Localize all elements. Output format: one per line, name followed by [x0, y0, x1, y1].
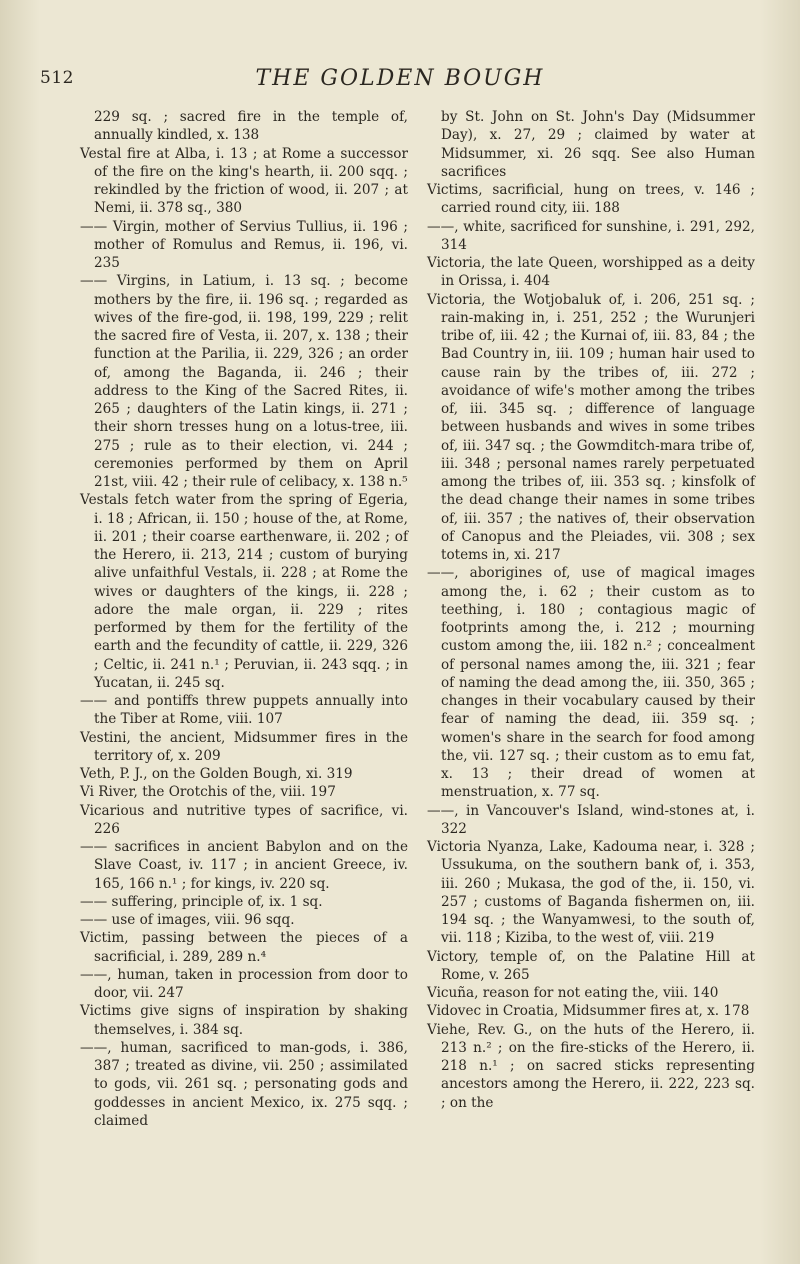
index-entry: Vestini, the ancient, Midsummer fires in the territory of, x. 209	[80, 729, 408, 764]
index-entry: Victory, temple of, on the Palatine Hill at Rome, v. 265	[427, 948, 755, 983]
right-column	[427, 108, 755, 1248]
index-entry: Victoria, the late Queen, worshipped as a deity in Orissa, i. 404	[427, 255, 755, 290]
index-entry: —— Virgin, mother of Servius Tullius, ii. 196 ; mother of Romulus and Remus, ii. 196, vi. 235	[80, 218, 408, 271]
index-entry: ——, aborigines of, use of magical images among the, i. 62 ; their custom as to teething, i. 180 ; contagious magic of footprints among the, i. 212 ; mourning custom among the, iii. 182 n.² ; concealment of personal names among the, iii. 321 ; fear of naming the dead among the, iii. 350, 365 ; changes in their vocabulary caused by their fear of naming the dead, iii. 359 sq. ; women's share in the search for food among the, vii. 127 sq. ; their custom as to emu fat, x. 13 ; their dread of women at menstruation, x. 77 sq.	[427, 565, 755, 801]
index-entry: —— suffering, principle of, ix. 1 sq.	[80, 893, 323, 910]
index-entry: 229 sq. ; sacred fire in the temple of, annually kindled, x. 138	[94, 109, 408, 144]
index-entry: —— Virgins, in Latium, i. 13 sq. ; become mothers by the fire, ii. 196 sq. ; regarded as wives of the fire-god, ii. 198, 199, 229 ; relit the sacred fire of Vesta, ii. 207, x. 138 ; their function at the Parilia, ii. 229, 326 ; an order of, among the Baganda, ii. 246 ; their address to the King of the Sacred Rites, ii. 265 ; daughters of the Latin kings, ii. 271 ; their shorn tresses hung on a lotus-tree, iii. 275 ; rule as to their election, vi. 244 ; ceremonies performed by them on April 21st, viii. 42 ; their rule of celibacy, x. 138 n.⁵	[80, 273, 408, 490]
index-entry: Victims give signs of inspiration by shaking themselves, i. 384 sq.	[80, 1003, 408, 1038]
page-header	[40, 68, 760, 96]
index-entry: Victoria Nyanza, Lake, Kadouma near, i. 328 ; Ussukuma, on the southern bank of, i. 353, iii. 260 ; Mukasa, the god of the, ii. 150, vi. 257 ; customs of Baganda fishermen on, iii. 194 sq. ; the Wanyamwesi, to the south of, vii. 118 ; Kiziba, to the west of, viii. 219	[427, 839, 755, 947]
index-entry: Vi River, the Orotchis of the, viii. 197	[80, 784, 336, 801]
index-entry: Vidovec in Croatia, Midsummer fires at, x. 178	[427, 1003, 750, 1020]
index-entry: Victoria, the Wotjobaluk of, i. 206, 251 sq. ; rain-making in, i. 251, 252 ; the Wurunjeri tribe of, iii. 42 ; the Kurnai of, iii. 83, 84 ; the Bad Country in, iii. 109 ; human hair used to cause rain by the tribes of, iii. 272 ; avoidance of wife's mother among the tribes of, iii. 345 sq. ; difference of language between husbands and wives in some tribes of, iii. 347 sq. ; the Gowmditch-mara tribe of, iii. 348 ; personal names rarely perpetuated among the tribes of, iii. 353 sq. ; kinsfolk of the dead change their names in some tribes of, iii. 357 ; the natives of, their observation of Canopus and the Pleiades, vii. 308 ; sex totems in, xi. 217	[427, 291, 755, 563]
index-entry: Vicarious and nutritive types of sacrifice, vi. 226	[80, 802, 408, 837]
index-entry: Vicuña, reason for not eating the, viii. 140	[427, 985, 719, 1001]
left-column	[80, 108, 408, 1248]
index-entry: —— use of images, viii. 96 sqq.	[80, 912, 295, 928]
index-entry: Veth, P. J., on the Golden Bough, xi. 319	[80, 766, 353, 782]
index-entry: —— sacrifices in ancient Babylon and on the Slave Coast, iv. 117 ; in ancient Greece, iv. 165, 166 n.¹ ; for kings, iv. 220 sq.	[80, 839, 408, 892]
index-entry: Victim, passing between the pieces of a sacrificial, i. 289, 289 n.⁴	[80, 930, 408, 965]
index-entry: Viehe, Rev. G., on the huts of the Herero, ii. 213 n.² ; on the fire-sticks of the Herero, ii. 218 n.¹ ; on sacred sticks representing ancestors among the Herero, ii. 222, 223 sq. ; on the	[427, 1021, 755, 1111]
index-entry: ——, in Vancouver's Island, wind-stones at, i. 322	[427, 802, 755, 837]
index-columns	[80, 108, 755, 1248]
index-entry: Vestals fetch water from the spring of Egeria, i. 18 ; African, ii. 150 ; house of the, at Rome, ii. 201 ; their coarse earthenware, ii. 202 ; of the Herero, ii. 213, 214 ; custom of burying alive unfaithful Vestals, ii. 228 ; at Rome the wives or daughters of the kings, ii. 228 ; adore the male organ, ii. 229 ; rites performed by them for the fertility of the earth and the fecundity of cattle, ii. 229, 326 ; Celtic, ii. 241 n.¹ ; Peruvian, ii. 243 sqq. ; in Yucatan, ii. 245 sq.	[80, 492, 408, 691]
index-entry: —— and pontiffs threw puppets annually into the Tiber at Rome, viii. 107	[80, 693, 408, 728]
page-number: 512	[40, 68, 74, 88]
index-entry: by St. John on St. John's Day (Midsummer Day), x. 27, 29 ; claimed by water at Midsummer, xi. 26 sqq. See also Human sacrifices	[441, 109, 755, 180]
index-entry: ——, human, sacrificed to man-gods, i. 386, 387 ; treated as divine, vii. 250 ; assimilated to gods, vii. 261 sq. ; personating gods and goddesses in ancient Mexico, ix. 275 sqq. ; claimed	[80, 1039, 408, 1129]
running-head: THE GOLDEN BOUGH	[255, 66, 545, 91]
index-entry: Vestal fire at Alba, i. 13 ; at Rome a successor of the fire on the king's hearth, ii. 200 sqq. ; rekindled by the friction of wood, ii. 207 ; at Nemi, ii. 378 sq., 380	[80, 145, 408, 217]
index-entry: Victims, sacrificial, hung on trees, v. 146 ; carried round city, iii. 188	[427, 182, 755, 217]
index-entry: ——, human, taken in procession from door to door, vii. 247	[80, 966, 408, 1001]
index-entry: ——, white, sacrificed for sunshine, i. 291, 292, 314	[427, 218, 755, 253]
